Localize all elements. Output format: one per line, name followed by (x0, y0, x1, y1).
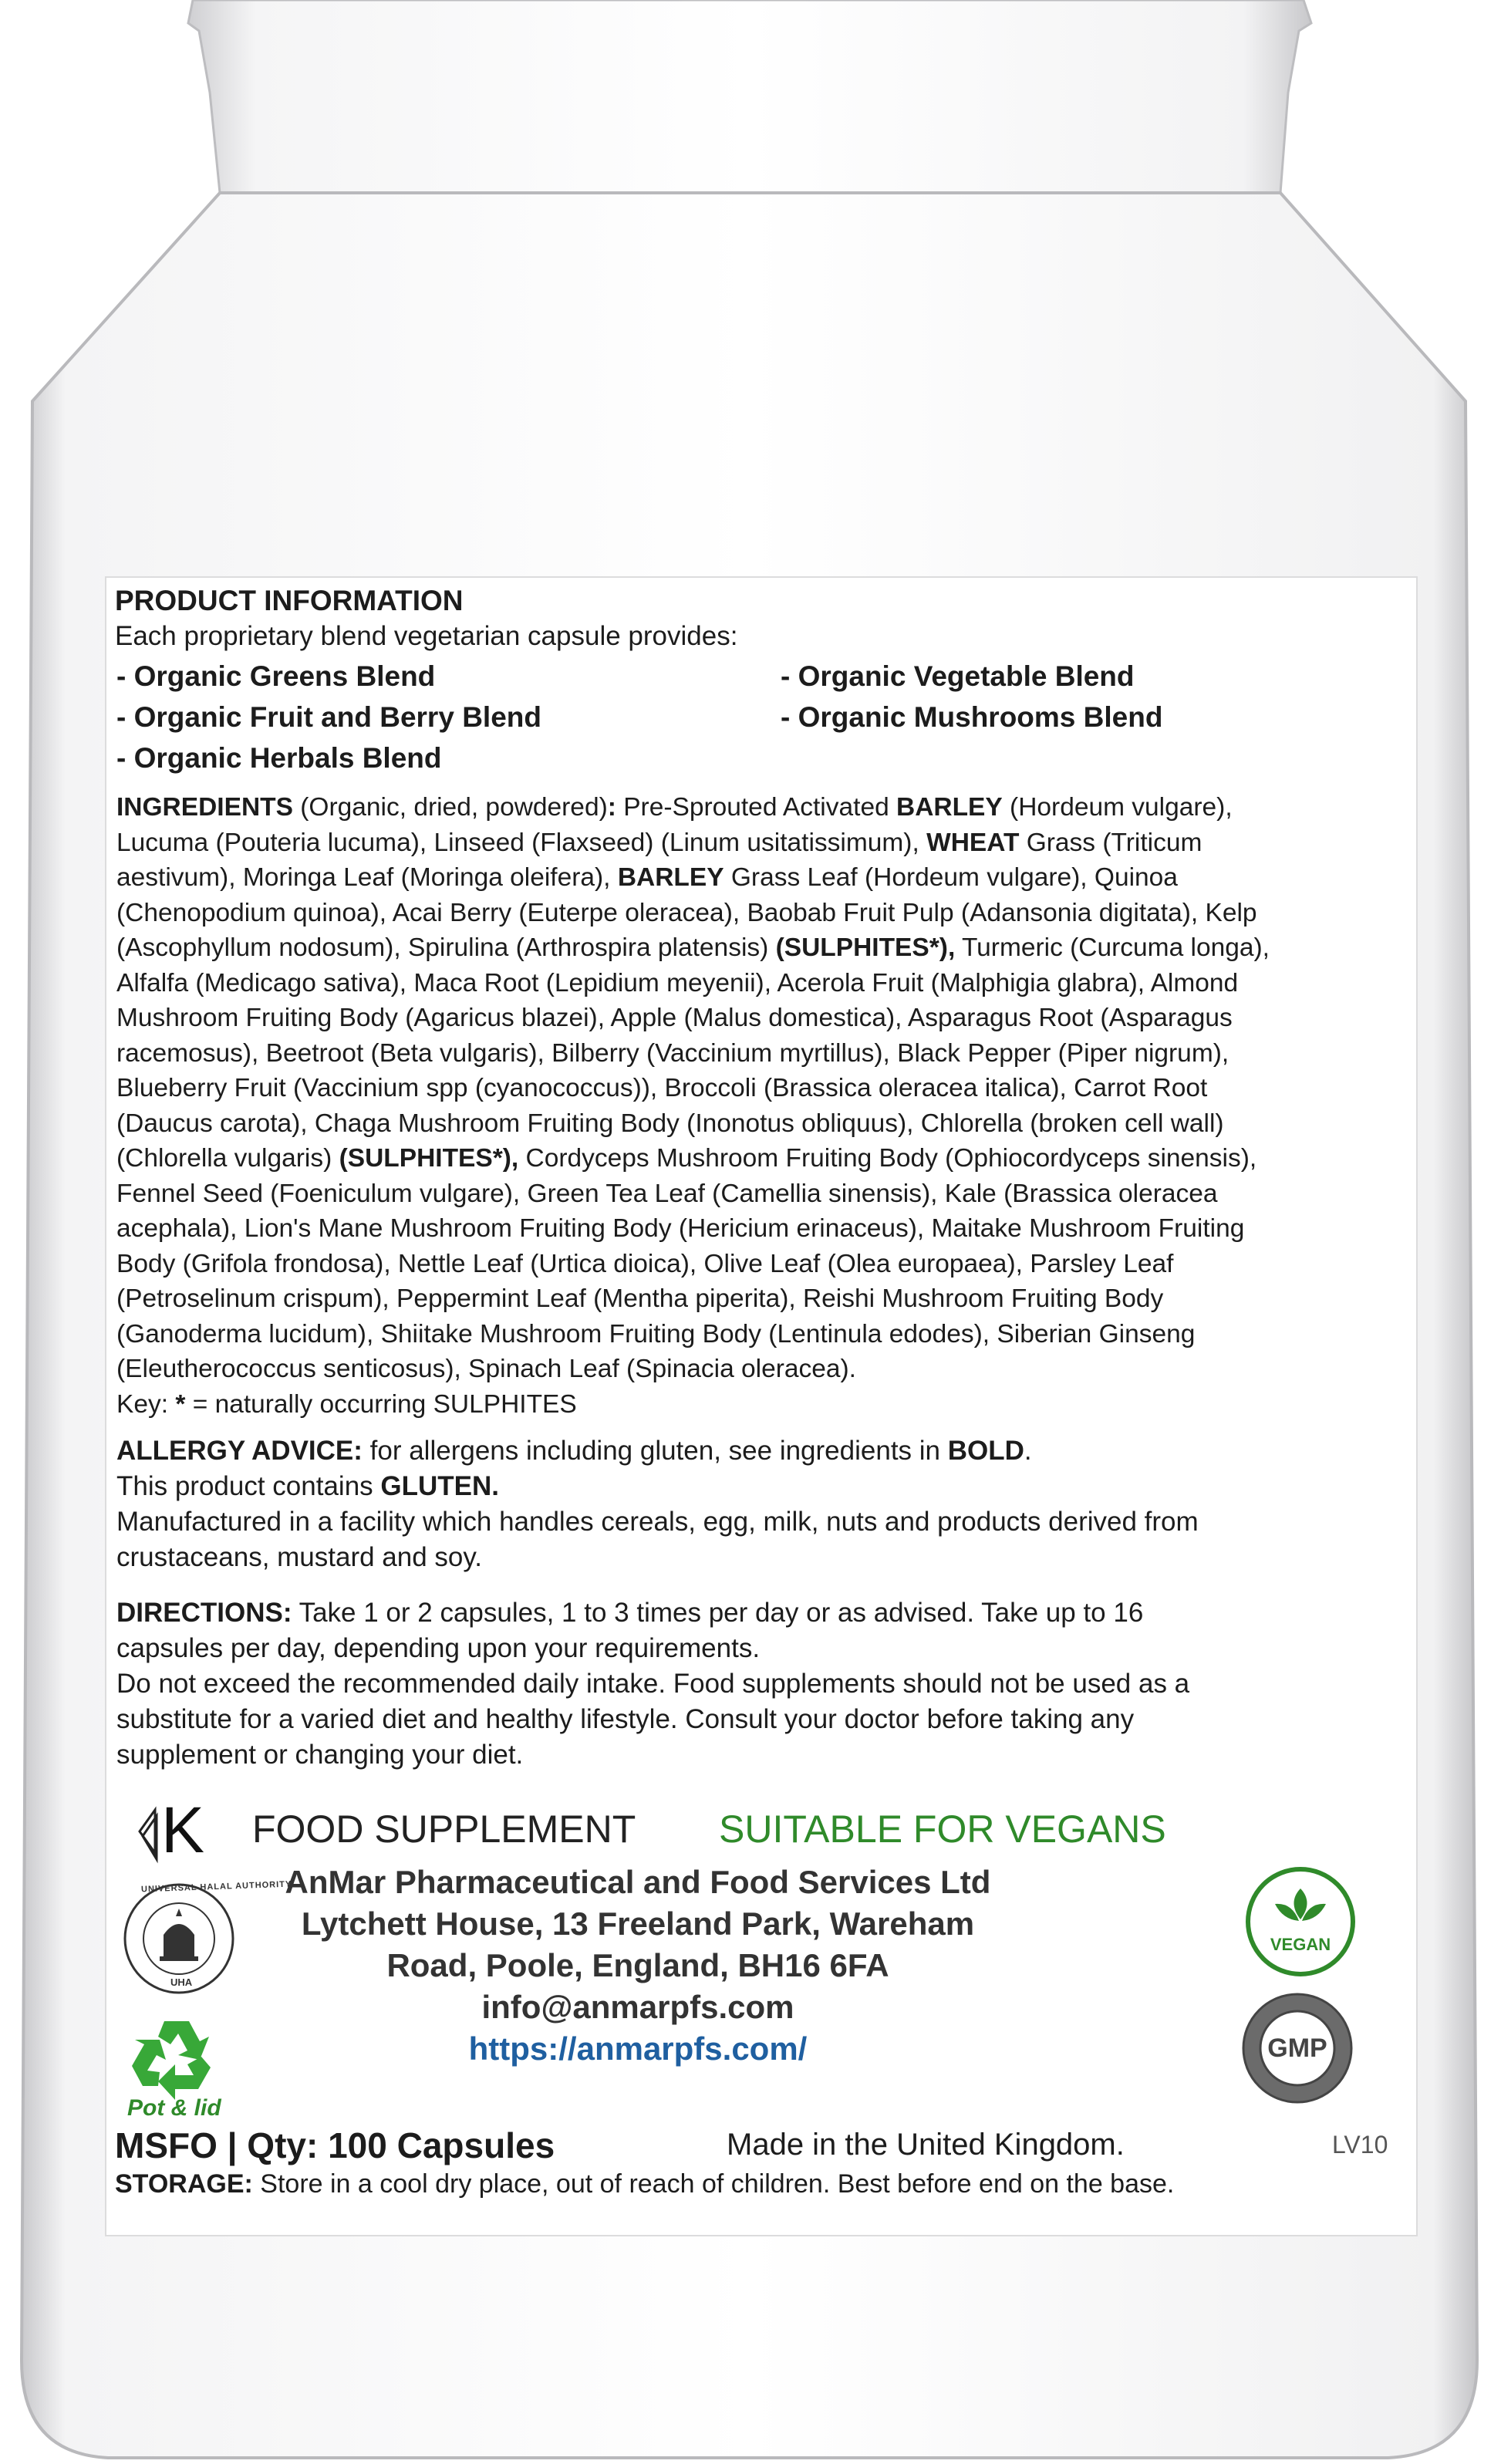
ingredients-line (116, 896, 1257, 931)
ingredient-text: Alfalfa (Medicago sativa), Maca Root (Lepidium meyenii), Acerola Fruit (Malphigia glabra), Almond (116, 968, 1239, 997)
ingredients-line (116, 1247, 1173, 1282)
product-info-heading: PRODUCT INFORMATION (115, 585, 464, 616)
company-url[interactable]: https://anmarpfs.com/ (468, 2030, 808, 2067)
ingredients-line (116, 1281, 1163, 1317)
kosher-letter: K (161, 1794, 205, 1866)
ingredients-line (116, 825, 1202, 861)
allergy-text: for allergens including gluten, see ingredients in (362, 1436, 948, 1466)
ingredient-text: Blueberry Fruit (Vaccinium spp (cyanococcus)), Broccoli (Brassica oleracea italica), Carrot Root (116, 1074, 1208, 1102)
gluten-line (116, 1469, 499, 1504)
ingredients-line (116, 790, 1233, 825)
gmp-badge-text: GMP (1267, 2034, 1327, 2063)
directions-line-2: capsules per day, depending upon your requirements. (116, 1633, 761, 1663)
blend-item: - Organic Greens Blend (116, 660, 436, 692)
ingredient-text: (Petroselinum crispum), Peppermint Leaf (Mentha piperita), Reishi Mushroom Fruiting Body (116, 1284, 1164, 1313)
version-code: LV10 (1332, 2131, 1388, 2159)
directions-line-1 (116, 1595, 1143, 1631)
contains-text: This product contains (116, 1471, 381, 1501)
ingredients-line (116, 1036, 1229, 1072)
ingredient-bold-text: INGREDIENTS (116, 793, 293, 822)
kosher-logo-icon (135, 1794, 205, 1868)
product-code: MSFO | Qty: 100 Capsules (115, 2125, 555, 2165)
company-email[interactable]: info@anmarpfs.com (481, 1989, 794, 2025)
vegan-badge-text: VEGAN (1270, 1935, 1331, 1954)
ingredient-text: Fennel Seed (Foeniculum vulgare), Green Tea Leaf (Camellia sinensis), Kale (Brassica oleracea (116, 1179, 1218, 1208)
blend-item: - Organic Mushrooms Blend (781, 701, 1163, 733)
halal-abbr: UHA (170, 1976, 193, 1988)
ingredients-line (116, 1352, 856, 1387)
ingredients-line (116, 1071, 1207, 1106)
ingredient-text: Grass (Triticum (1019, 828, 1202, 857)
ingredient-bold-text: BARLEY (896, 793, 1003, 822)
ingredient-text: (Chenopodium quinoa), Acai Berry (Euterpe oleracea), Baobab Fruit Pulp (Adansonia digitata), Kelp (116, 898, 1257, 927)
ingredient-text: acephala), Lion's Mane Mushroom Fruiting Body (Hericium erinaceus), Maitake Mushroom Fruiting (116, 1214, 1245, 1243)
ingredient-text: Turmeric (Curcuma longa), (955, 933, 1270, 962)
ingredient-text: Key: (116, 1389, 176, 1419)
food-supplement-label: FOOD SUPPLEMENT (252, 1807, 636, 1851)
ingredient-text: Mushroom Fruiting Body (Agaricus blazei), Apple (Malus domestica), Asparagus Root (Asparagus (116, 1004, 1233, 1032)
halal-ring-text: UNIVERSAL HALAL AUTHORITY (140, 1879, 292, 1895)
allergy-line (116, 1433, 1032, 1469)
facility-line-2: crustaceans, mustard and soy. (116, 1542, 483, 1572)
ingredient-bold-text: WHEAT (926, 828, 1020, 857)
blend-item: - Organic Fruit and Berry Blend (116, 701, 541, 733)
ingredient-text: Pre-Sprouted Activated (616, 793, 897, 822)
vegan-badge-icon (1244, 1865, 1357, 1978)
ingredient-text: Body (Grifola frondosa), Nettle Leaf (Urtica dioica), Olive Leaf (Olea europaea), Parsley Leaf (116, 1249, 1174, 1278)
ingredient-text: (Ganoderma lucidum), Shiitake Mushroom Fruiting Body (Lentinula edodes), Siberian Ginseng (116, 1319, 1196, 1348)
made-in-label: Made in the United Kingdom. (727, 2128, 1125, 2162)
ingredient-text: (Chlorella vulgaris) (116, 1144, 339, 1173)
directions-line-4: substitute for a varied diet and healthy lifestyle. Consult your doctor before taking any (116, 1704, 1135, 1734)
ingredient-text: Lucuma (Pouteria lucuma), Linseed (Flaxseed) (Linum usitatissimum), (116, 828, 927, 857)
gmp-badge-icon (1240, 1990, 1355, 2106)
product-info-intro: Each proprietary blend vegetarian capsule provides: (115, 621, 738, 651)
ingredient-bold-text: (SULPHITES*), (775, 933, 956, 962)
company-address-2: Road, Poole, England, BH16 6FA (386, 1947, 889, 1983)
ingredient-text: = naturally occurring SULPHITES (185, 1389, 577, 1419)
ingredient-bold-text: * (175, 1389, 186, 1419)
directions-line-5: supplement or changing your diet. (116, 1740, 524, 1770)
vegan-suitable-label: SUITABLE FOR VEGANS (719, 1807, 1166, 1851)
directions-line-3: Do not exceed the recommended daily intake. Food supplements should not be used as a (116, 1669, 1190, 1699)
ingredient-text: aestivum), Moringa Leaf (Moringa oleifera), (116, 863, 618, 892)
ingredient-text: Grass Leaf (Hordeum vulgare), Quinoa (724, 863, 1178, 892)
ingredient-text: (Daucus carota), Chaga Mushroom Fruiting Body (Inonotus obliquus), Chlorella (broken cell wall) (116, 1109, 1224, 1138)
ingredients-line (116, 1176, 1218, 1212)
ingredient-text: racemosus), Beetroot (Beta vulgaris), Bilberry (Vaccinium myrtillus), Black Pepper (Piper nigrum), (116, 1038, 1229, 1068)
ingredients-line (116, 1211, 1244, 1247)
ingredients-line (116, 1317, 1195, 1352)
company-name: AnMar Pharmaceutical and Food Services Ltd (285, 1864, 991, 1900)
directions-heading: DIRECTIONS: (116, 1598, 292, 1628)
product-label (106, 577, 1417, 2236)
ingredient-bold-text: : (607, 793, 616, 822)
ingredient-text: (Hordeum vulgare), (1002, 793, 1233, 822)
ingredient-text: Cordyceps Mushroom Fruiting Body (Ophiocordyceps sinensis), (518, 1144, 1257, 1173)
ingredients-line (116, 966, 1238, 1001)
allergy-heading: ALLERGY ADVICE: (116, 1436, 363, 1466)
blend-item: - Organic Vegetable Blend (781, 660, 1135, 692)
allergy-bold-word: BOLD (947, 1436, 1024, 1466)
gluten-word: GLUTEN. (380, 1471, 500, 1501)
ingredient-text: (Organic, dried, powdered) (292, 793, 608, 822)
ingredients-line (116, 1141, 1256, 1176)
ingredient-text: (Ascophyllum nodosum), Spirulina (Arthrospira platensis) (116, 933, 776, 962)
facility-line-1: Manufactured in a facility which handles cereals, egg, milk, nuts and products derived from (116, 1507, 1199, 1537)
recycle-caption: Pot & lid (127, 2095, 221, 2121)
blend-item: - Organic Herbals Blend (116, 742, 442, 774)
ingredient-bold-text: BARLEY (617, 863, 724, 892)
allergy-end: . (1024, 1436, 1032, 1466)
ingredients-line (116, 860, 1178, 896)
ingredients-line (116, 930, 1270, 966)
storage-text: Store in a cool dry place, out of reach of children. Best before end on the base. (252, 2169, 1175, 2199)
storage-line (115, 2166, 1174, 2202)
ingredients-line (116, 1001, 1233, 1036)
ingredients-line (116, 1106, 1224, 1142)
storage-heading: STORAGE: (115, 2169, 253, 2199)
ingredient-text: (Eleutherococcus senticosus), Spinach Leaf (Spinacia oleracea). (116, 1355, 856, 1383)
directions-text: Take 1 or 2 capsules, 1 to 3 times per day or as advised. Take up to 16 (292, 1598, 1144, 1628)
ingredient-bold-text: (SULPHITES*), (339, 1144, 519, 1173)
company-address-1: Lytchett House, 13 Freeland Park, Wareham (301, 1905, 975, 1942)
ingredients-line (116, 1387, 577, 1423)
